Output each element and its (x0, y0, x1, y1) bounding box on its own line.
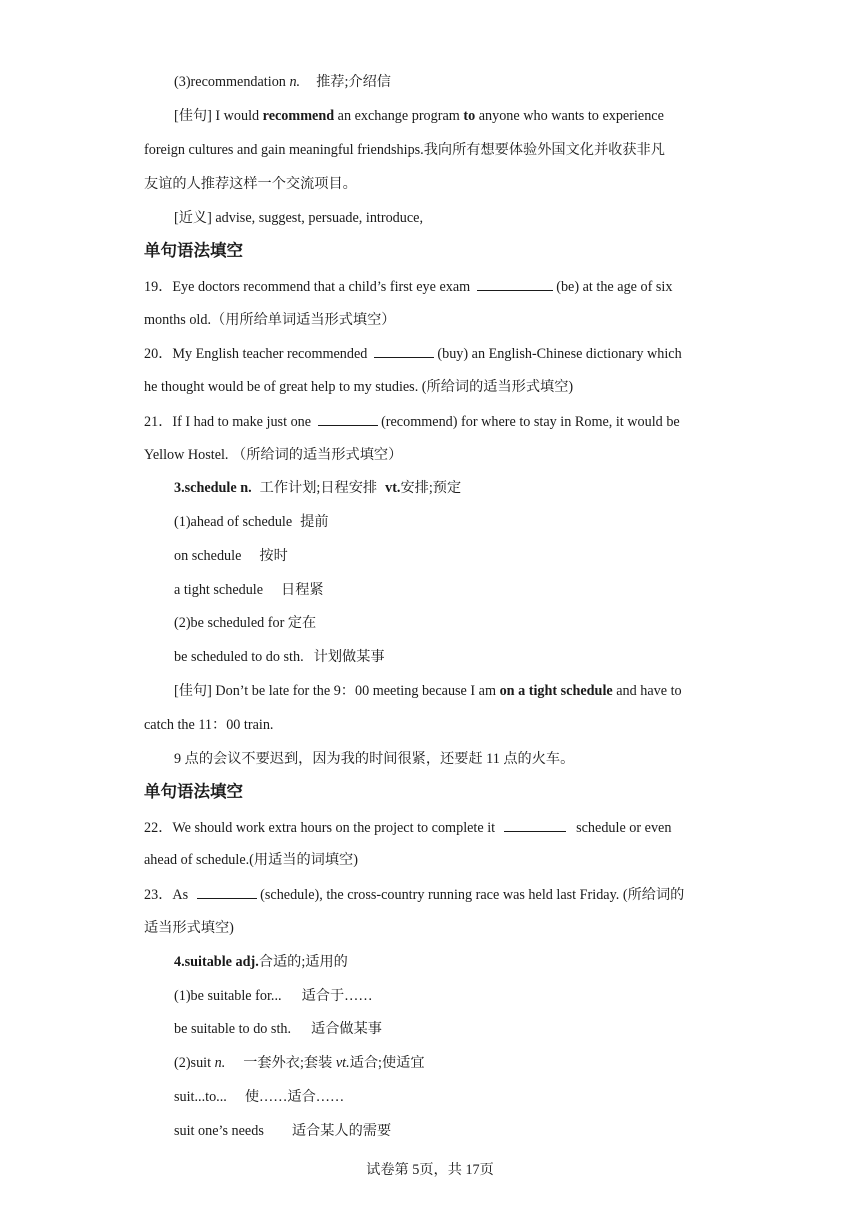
question-19-cont: months old.（用所给单词适当形式填空） (144, 312, 396, 328)
synonyms-line: [近义] advise, suggest, persuade, introduce, (174, 210, 424, 226)
answer-blank[interactable] (504, 817, 566, 832)
section-heading: 单句语法填空 (144, 782, 243, 801)
phrase-line: suit one’s needs 适合某人的需要 (174, 1123, 392, 1139)
example-sentence-line: [佳句] I would recommend an exchange program to anyone who wants to experience (174, 108, 664, 124)
suitable-entry-title: 4.suitable adj.合适的;适用的 (174, 954, 348, 970)
question-21-cont: Yellow Hostel. （所给词的适当形式填空） (144, 447, 403, 463)
example-translation: 友谊的人推荐这样一个交流项目。 (144, 176, 357, 192)
question-20-cont: he thought would be of great help to my studies. (所给词的适当形式填空) (144, 379, 574, 395)
answer-blank[interactable] (374, 343, 434, 358)
example-sentence-cont: foreign cultures and gain meaningful friendships.我向所有想要体验外国文化并收获非凡 (144, 142, 665, 158)
phrase-line: (2)suit n. 一套外衣;套装 vt.适合;使适宜 (174, 1055, 425, 1071)
question-22-cont: ahead of schedule.(用适当的词填空) (144, 852, 358, 868)
phrase-line: be scheduled to do sth. 计划做某事 (174, 649, 385, 665)
example-sentence-line: [佳句] Don’t be late for the 9：00 meeting because I am on a tight schedule and have to (174, 683, 682, 699)
phrase-line: (2)be scheduled for 定在 (174, 615, 317, 631)
question-23: 23．As (schedule), the cross-country running race was held last Friday. (所给词的 (144, 884, 684, 905)
answer-blank[interactable] (477, 276, 553, 291)
page-footer: 试卷第 5页，共 17页 (366, 1162, 494, 1178)
phrase-line: (1)be suitable for... 适合于…… (174, 988, 373, 1004)
question-21: 21．If I had to make just one (recommend) for where to stay in Rome, it would be (144, 411, 680, 432)
example-translation: 9 点的会议不要迟到，因为我的时间很紧，还要赶 11 点的火车。 (174, 751, 575, 767)
phrase-line: be suitable to do sth. 适合做某事 (174, 1021, 382, 1037)
recommendation-noun-line: (3)recommendation n. 推荐;介绍信 (174, 74, 391, 90)
question-22: 22．We should work extra hours on the project to complete it schedule or even (144, 817, 671, 838)
schedule-entry-title: 3.schedule n. 工作计划;日程安排 vt.安排;预定 (174, 480, 462, 496)
answer-blank[interactable] (318, 411, 378, 426)
question-23-cont: 适当形式填空) (144, 920, 234, 936)
phrase-line: (1)ahead of schedule 提前 (174, 514, 329, 530)
phrase-line: suit...to... 使……适合…… (174, 1089, 345, 1105)
phrase-line: on schedule 按时 (174, 548, 288, 564)
question-20: 20．My English teacher recommended (buy) an English-Chinese dictionary which (144, 343, 682, 364)
example-sentence-cont: catch the 11：00 train. (144, 717, 274, 733)
phrase-line: a tight schedule 日程紧 (174, 582, 324, 598)
section-heading: 单句语法填空 (144, 241, 243, 260)
question-19: 19．Eye doctors recommend that a child’s first eye exam (be) at the age of six (144, 276, 672, 297)
answer-blank[interactable] (197, 884, 257, 899)
